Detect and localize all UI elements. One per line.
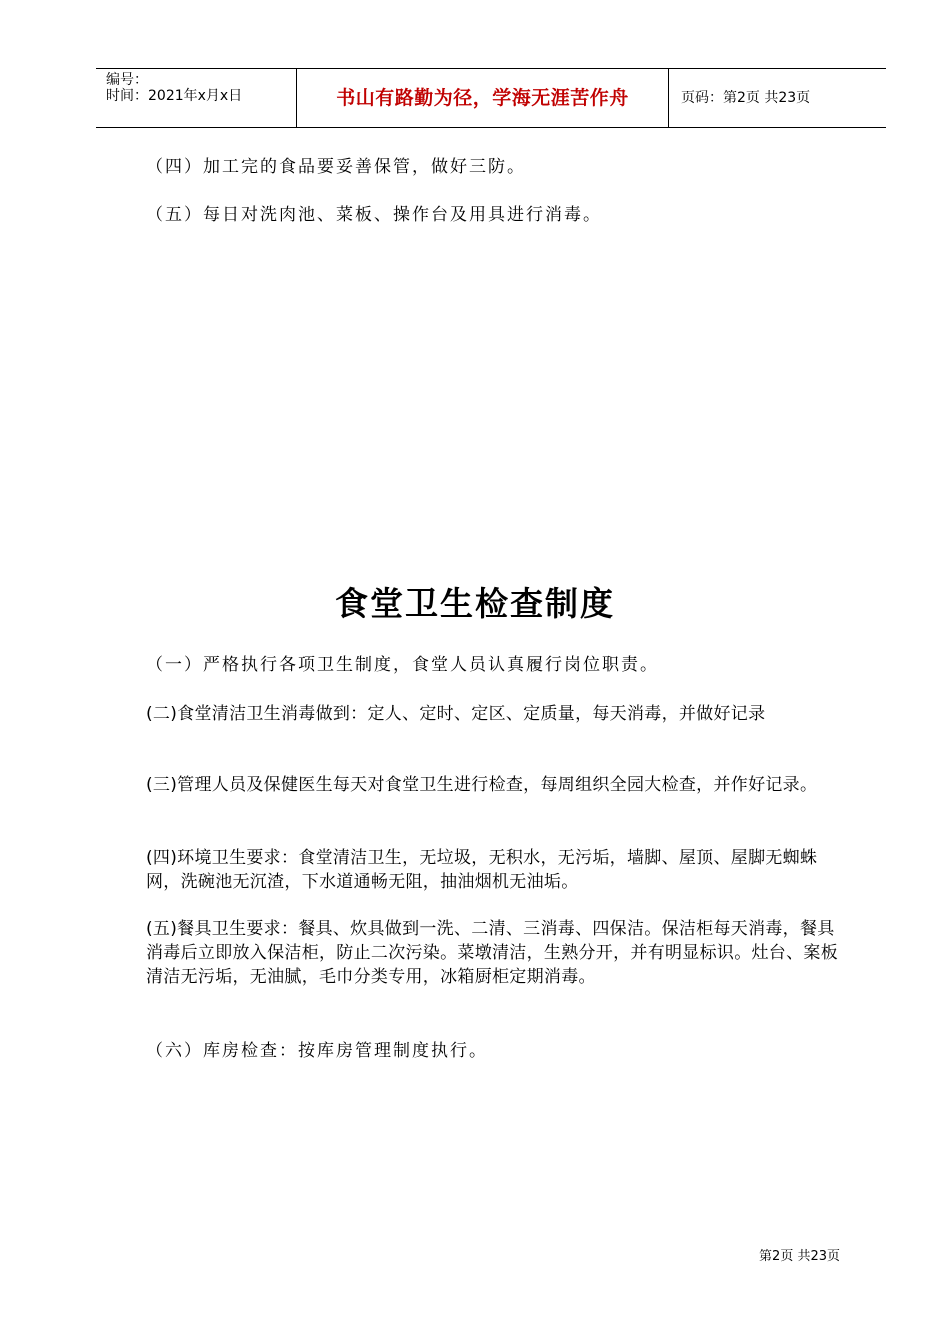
code-label: 编号： xyxy=(106,72,148,88)
paragraph-top-5: （五）每日对洗肉池、菜板、操作台及用具进行消毒。 xyxy=(146,205,602,225)
header-motto: 书山有路勤为径，学海无涯苦作舟 xyxy=(336,87,629,109)
page-footer: 第2页 共23页 xyxy=(759,1249,840,1264)
paragraph-top-4: （四）加工完的食品要妥善保管，做好三防。 xyxy=(146,157,526,177)
section-paragraph-2: (二)食堂清洁卫生消毒做到：定人、定时、定区、定质量，每天消毒，并做好记录 xyxy=(146,704,766,724)
section-paragraph-3: (三)管理人员及保健医生每天对食堂卫生进行检查，每周组织全园大检查，并作好记录。 xyxy=(146,775,818,795)
page-header xyxy=(96,68,886,128)
section-paragraph-1: （一）严格执行各项卫生制度，食堂人员认真履行岗位职责。 xyxy=(146,655,659,675)
section-paragraph-4: (四)环境卫生要求：食堂清洁卫生，无垃圾，无积水，无污垢，墙脚、屋顶、屋脚无蜘蛛网，洗碗池无沉渣，下水道通畅无阻，抽油烟机无油垢。 xyxy=(146,848,818,892)
header-page-label: 页码：第2页 共23页 xyxy=(681,90,811,106)
section-paragraph-5: (五)餐具卫生要求：餐具、炊具做到一洗、二清、三消毒、四保洁。保洁柜每天消毒，餐具消毒后立即放入保洁柜，防止二次污染。菜墩清洁，生熟分开，并有明显标识。灶台、案板清洁无污垢，无油腻，毛巾分类专用，冰箱厨柜定期消毒。 xyxy=(146,919,838,987)
header-info-cell xyxy=(96,69,297,127)
header-motto-cell xyxy=(297,69,669,127)
section-paragraph-6: （六）库房检查：按库房管理制度执行。 xyxy=(146,1041,488,1061)
time-label: 时间：2021年x月x日 xyxy=(106,88,243,104)
header-page-cell xyxy=(669,69,886,127)
section-title: 食堂卫生检查制度 xyxy=(335,584,615,623)
